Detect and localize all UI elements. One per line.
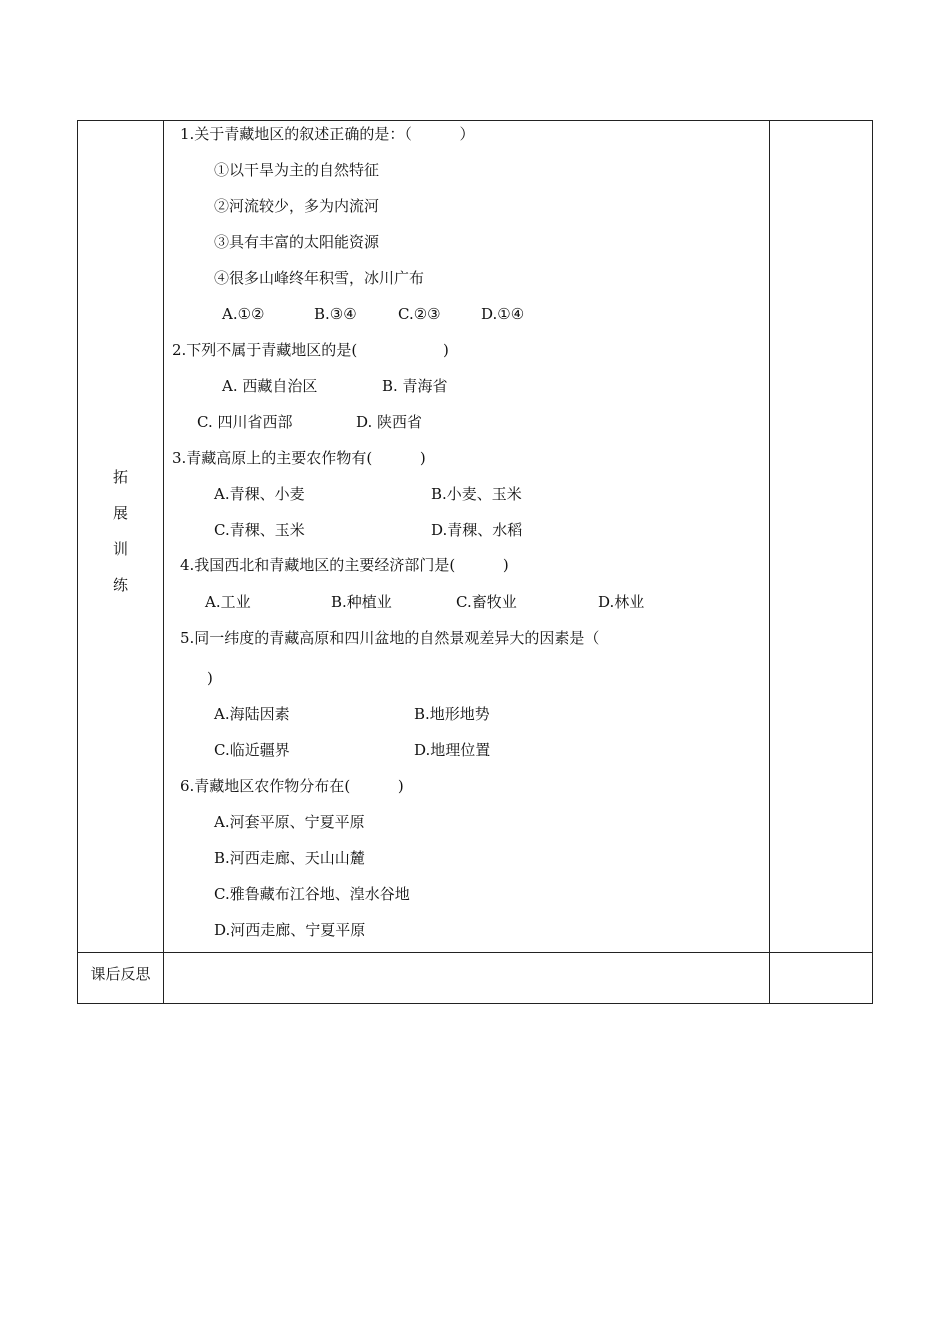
question-1-statement: ①以干旱为主的自然特征 bbox=[214, 161, 380, 179]
question-3-stem: 3.青藏高原上的主要农作物有( ) bbox=[172, 449, 426, 467]
question-1-stem: 1.关于青藏地区的叙述正确的是：（ ） bbox=[180, 125, 475, 143]
table-right-border bbox=[872, 120, 873, 1004]
question-4-option-c: C.畜牧业 bbox=[456, 593, 517, 611]
question-5-option-d: D.地理位置 bbox=[414, 741, 491, 759]
question-1-statement: ②河流较少，多为内流河 bbox=[214, 197, 380, 215]
question-4-option-a: A.工业 bbox=[205, 593, 251, 611]
question-4-option-d: D.林业 bbox=[598, 593, 645, 611]
question-5-stem: 5.同一纬度的青藏高原和四川盆地的自然景观差异大的因素是（ bbox=[180, 629, 600, 647]
side-label-char: 训 bbox=[112, 540, 128, 558]
side-label-char: 练 bbox=[112, 576, 128, 594]
question-2-stem: 2.下列不属于青藏地区的是( ) bbox=[172, 341, 449, 359]
question-2-option-b: B. 青海省 bbox=[382, 377, 448, 395]
question-3-option-d: D.青稞、水稻 bbox=[431, 521, 523, 539]
question-5-option-a: A.海陆因素 bbox=[214, 705, 290, 723]
table-col-divider-1 bbox=[163, 120, 164, 1004]
table-col-divider-2 bbox=[769, 120, 770, 1004]
question-4-option-b: B.种植业 bbox=[331, 593, 392, 611]
side-label-char: 拓 bbox=[112, 468, 128, 486]
question-1-option-b: B.③④ bbox=[314, 305, 357, 323]
question-6-option-a: A.河套平原、宁夏平原 bbox=[214, 813, 365, 831]
question-1-option-a: A.①② bbox=[222, 305, 265, 323]
question-1-option-c: C.②③ bbox=[398, 305, 441, 323]
table-top-border bbox=[77, 120, 873, 121]
question-2-option-c: C. 四川省西部 bbox=[197, 413, 293, 431]
question-5-option-b: B.地形地势 bbox=[414, 705, 490, 723]
question-2-option-d: D. 陕西省 bbox=[356, 413, 423, 431]
table-row-divider bbox=[77, 952, 873, 953]
question-6-option-c: C.雅鲁藏布江谷地、湟水谷地 bbox=[214, 885, 410, 903]
question-5-option-c: C.临近疆界 bbox=[214, 741, 290, 759]
table-bottom-border bbox=[77, 1003, 873, 1004]
question-4-stem: 4.我国西北和青藏地区的主要经济部门是( ) bbox=[180, 556, 509, 574]
question-1-statement: ④很多山峰终年积雪，冰川广布 bbox=[214, 269, 425, 287]
question-6-option-d: D.河西走廊、宁夏平原 bbox=[214, 921, 366, 939]
side-label-extension bbox=[78, 466, 163, 606]
question-3-option-a: A.青稞、小麦 bbox=[214, 485, 305, 503]
question-5-stem-continuation: ) bbox=[207, 669, 213, 687]
question-1-statement: ③具有丰富的太阳能资源 bbox=[214, 233, 380, 251]
question-3-option-c: C.青稞、玉米 bbox=[214, 521, 305, 539]
question-2-option-a: A. 西藏自治区 bbox=[222, 377, 318, 395]
side-label-reflection: 课后反思 bbox=[90, 965, 151, 983]
side-label-char: 展 bbox=[112, 504, 128, 522]
question-3-option-b: B.小麦、玉米 bbox=[431, 485, 522, 503]
question-1-option-d: D.①④ bbox=[481, 305, 525, 323]
question-6-stem: 6.青藏地区农作物分布在( ) bbox=[180, 777, 404, 795]
question-6-option-b: B.河西走廊、天山山麓 bbox=[214, 849, 365, 867]
